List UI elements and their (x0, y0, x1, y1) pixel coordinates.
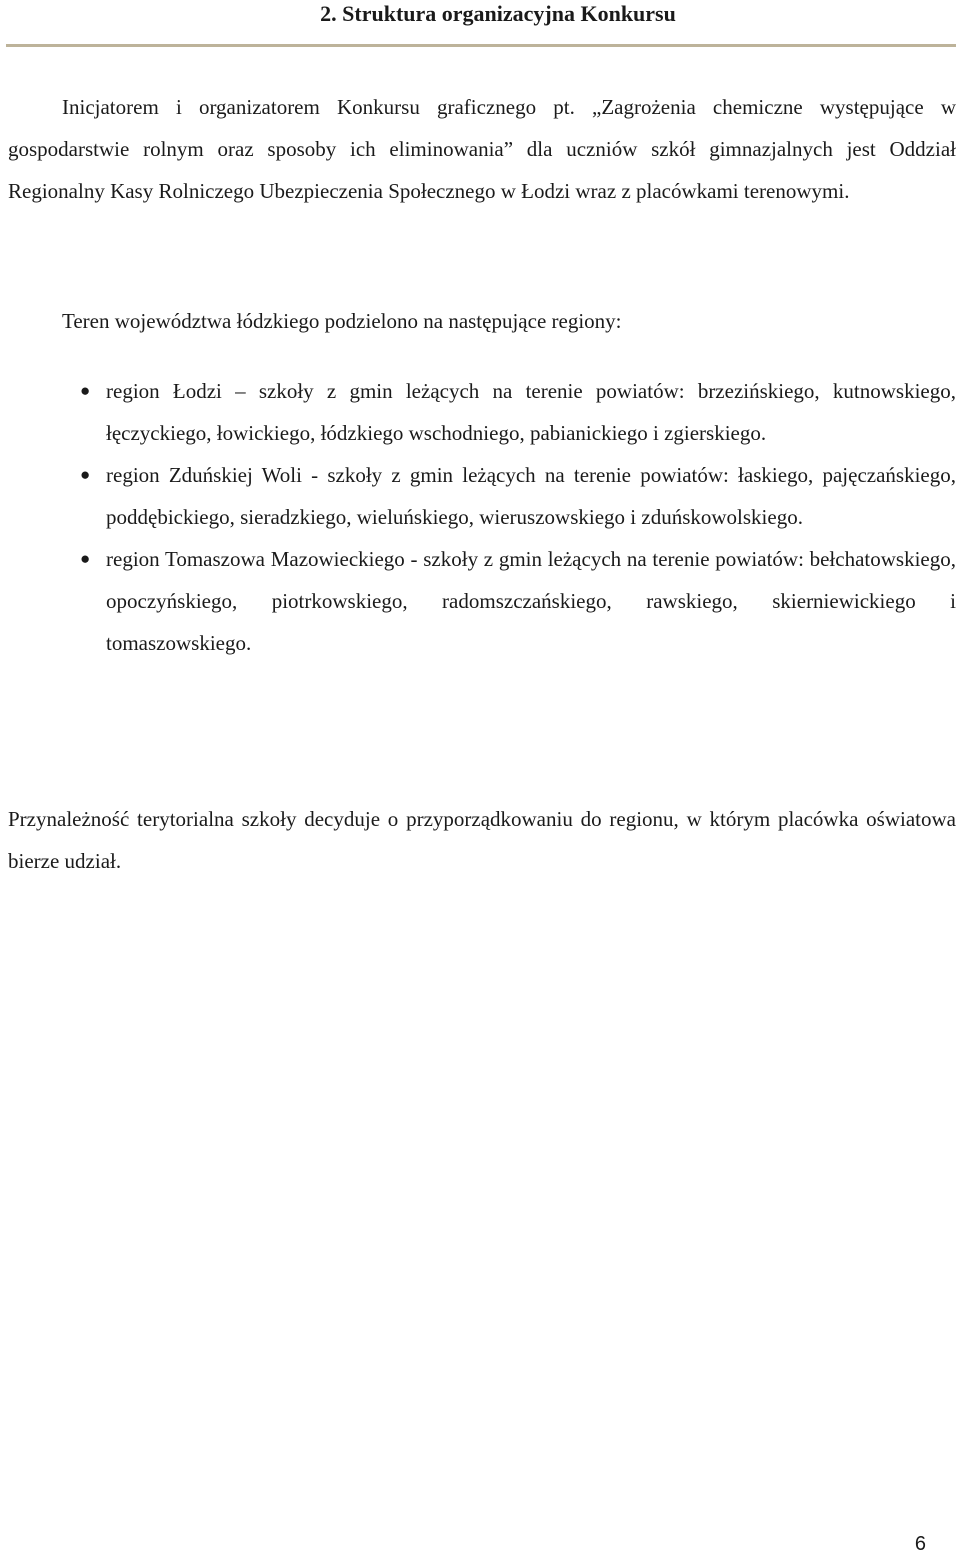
bullet-icon: ● (80, 549, 91, 568)
list-item-region-zdunska-wola (76, 454, 956, 538)
list-item-region-tomaszow (76, 538, 956, 664)
intro-paragraph: Inicjatorem i organizatorem Konkursu graficznego pt. „Zagrożenia chemiczne występujące w gospodarstwie rolnym oraz sposoby ich eliminowania” dla uczniów szkół gimnazjalnych jest Oddział Regionalny Kasy Rolniczego Ubezpieczenia Społecznego w Łodzi wraz z placówkami terenowymi. (8, 95, 956, 203)
region-text: region Tomaszowa Mazowieckiego - szkoły z gmin leżących na terenie powiatów: bełchatowskiego, opoczyńskiego, piotrkowskiego, radomszczańskiego, rawskiego, skierniewickiego i tomaszowskiego. (106, 547, 956, 655)
page-number: 6 (914, 1533, 926, 1555)
regions-intro-paragraph: Teren województwa łódzkiego podzielono na następujące regiony: (62, 309, 622, 333)
header-divider (6, 44, 956, 47)
section-title: 2. Struktura organizacyjna Konkursu (320, 1, 676, 26)
list-item-region-lodz (76, 370, 956, 454)
bullet-icon: ● (80, 465, 91, 484)
region-list (76, 370, 956, 664)
closing-paragraph: Przynależność terytorialna szkoły decyduje o przyporządkowaniu do regionu, w którym placówka oświatowa bierze udział. (8, 807, 956, 873)
region-text: region Zduńskiej Woli - szkoły z gmin leżących na terenie powiatów: łaskiego, pajęczańskiego, poddębickiego, sieradzkiego, wieluńskiego, wieruszowskiego i zduńskowolskiego. (106, 463, 956, 529)
bullet-icon: ● (80, 381, 91, 400)
region-text: region Łodzi – szkoły z gmin leżących na terenie powiatów: brzezińskiego, kutnowskiego, łęczyckiego, łowickiego, łódzkiego wschodniego, pabianickiego i zgierskiego. (106, 379, 956, 445)
